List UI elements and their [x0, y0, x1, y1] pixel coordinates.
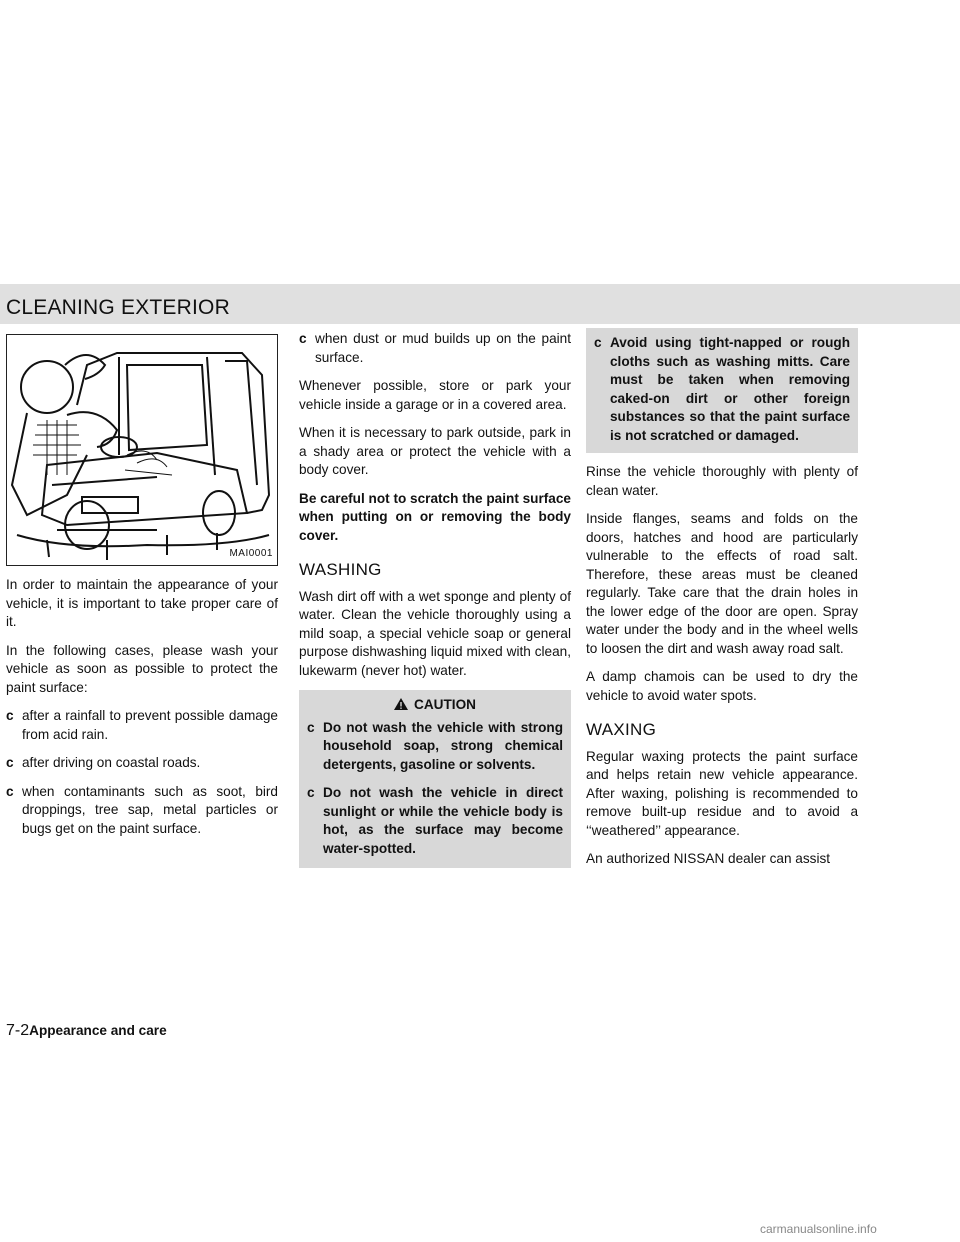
wash-cases-paragraph: In the following cases, please wash your vehicle as soon as possible to protect the paint surface: — [6, 642, 278, 695]
warning-triangle-icon — [394, 698, 408, 710]
waxing-paragraph: Regular waxing protects the paint surface and helps retain new vehicle appearance. After waxing, polishing is recommended to remove built-up residue and to avoid a ‘‘weathered’’ appearance. — [586, 748, 858, 838]
chamois-paragraph: A damp chamois can be used to dry the vehicle to avoid water spots. — [586, 669, 858, 703]
waxing-heading: WAXING — [586, 720, 657, 739]
list-item: c Do not wash the vehicle with strong household soap, strong chemical detergents, gasoline or solvents. — [307, 719, 563, 772]
list-item: c Avoid using tight-napped or rough cloths such as washing mitts. Care must be taken when removing caked-on dirt or other foreign substances so that the paint surface is not scratched or damaged. — [594, 335, 850, 443]
body-cover-warning: Be careful not to scratch the paint surface when putting on or removing the body cover. — [299, 490, 571, 543]
list-item: c when contaminants such as soot, bird droppings, tree sap, metal particles or bugs get on the paint surface. — [6, 783, 278, 836]
caution-header: CAUTION — [307, 696, 563, 715]
list-item: c after a rainfall to prevent possible damage from acid rain. — [6, 708, 278, 742]
section-title: CLEANING EXTERIOR — [6, 296, 230, 319]
list-item: c after driving on coastal roads. — [6, 755, 201, 770]
parking-paragraph: When it is necessary to park outside, park in a shady area or protect the vehicle with a body cover. — [299, 425, 571, 477]
caution-box — [299, 690, 571, 868]
column-2 — [299, 330, 571, 878]
caution-continued-box — [586, 328, 858, 453]
car-washing-drawing — [7, 335, 277, 565]
figure-id: MAI0001 — [229, 547, 273, 559]
rinse-paragraph: Rinse the vehicle thoroughly with plenty of clean water. — [586, 464, 858, 498]
car-washing-illustration — [6, 334, 278, 566]
road-salt-paragraph: Inside flanges, seams and folds on the doors, hatches and hood are particularly vulnerable to the effects of road salt. Therefore, these areas must be cleaned regularly. Take care that the drain holes in the lower edge of the door are open. Spray water under the body and in the wheel wells to loosen the dirt and wash away road salt. — [586, 511, 858, 656]
dealer-paragraph: An authorized NISSAN dealer can assist — [586, 851, 831, 866]
page-footer — [6, 1022, 167, 1040]
washing-paragraph: Wash dirt off with a wet sponge and plenty of water. Clean the vehicle thoroughly using a mild soap, a special vehicle soap or general purpose dishwashing liquid mixed with clean, lukewarm (never hot) water. — [299, 588, 571, 678]
column-3 — [586, 330, 858, 879]
storage-paragraph: Whenever possible, store or park your vehicle inside a garage or in a covered area. — [299, 378, 571, 412]
footer-section-name: Appearance and care — [29, 1023, 167, 1038]
intro-paragraph: In order to maintain the appearance of your vehicle, it is important to take proper care of it. — [6, 577, 278, 629]
column-1 — [6, 330, 278, 848]
list-item: c Do not wash the vehicle in direct sunlight or while the vehicle body is hot, as the surface may become water-spotted. — [307, 785, 563, 856]
page-number: 7-2 — [6, 1022, 30, 1039]
watermark: carmanualsonline.info — [760, 1222, 877, 1236]
washing-heading: WASHING — [299, 560, 382, 579]
list-item: c when dust or mud builds up on the paint surface. — [299, 331, 571, 365]
